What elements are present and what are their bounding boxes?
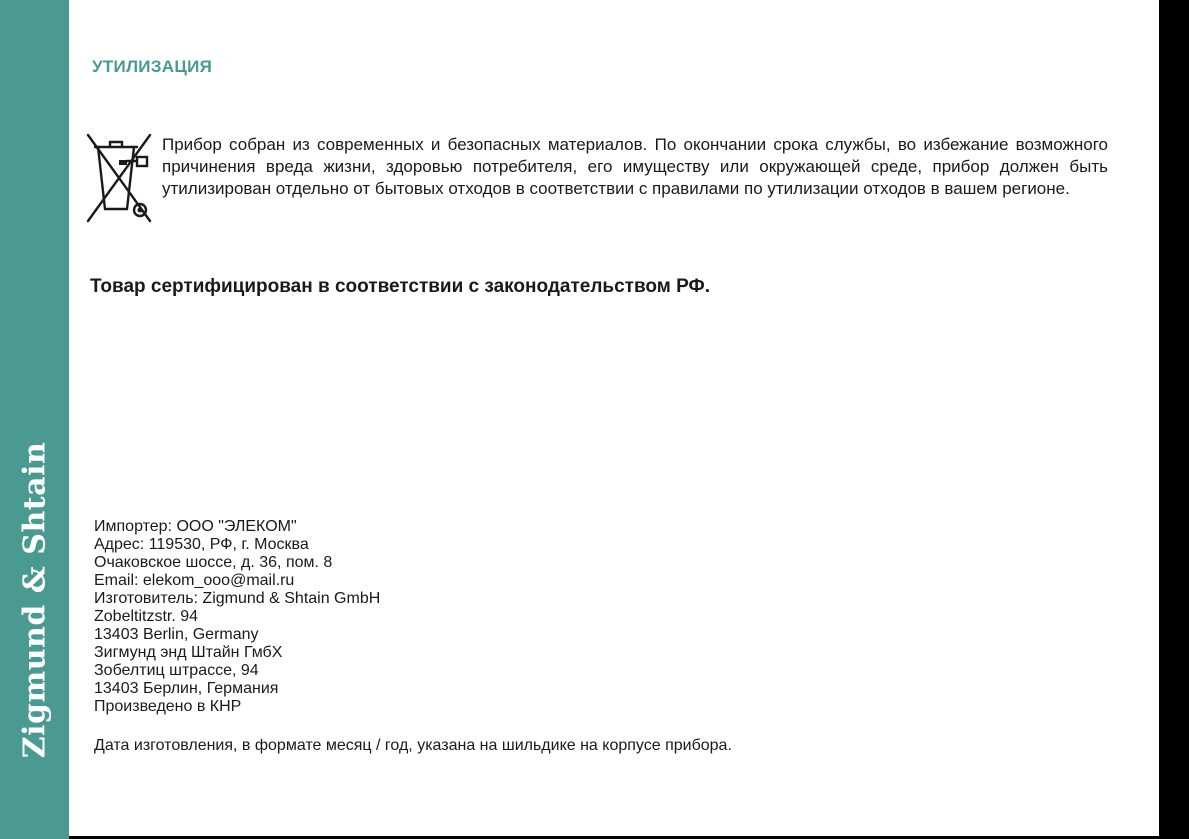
address-line: 13403 Берлин, Германия <box>94 680 279 697</box>
email-line: Email: elekom_ooo@mail.ru <box>94 572 295 589</box>
address-line: 13403 Berlin, Germany <box>94 626 259 643</box>
manufacture-date-note: Дата изготовления, в формате месяц / год, указана на шильдике на корпусе прибора. <box>94 737 732 754</box>
address-line: Зобелтиц штрассе, 94 <box>94 662 259 679</box>
right-edge-bar <box>1159 0 1189 839</box>
origin-line: Произведено в КНР <box>94 698 242 715</box>
importer-block <box>94 518 380 716</box>
disposal-text: Прибор собран из современных и безопасных материалов. По окончании срока службы, во избежание возможного причинения вреда жизни, здоровью потребителя, его имуществу или окружающей среде, прибор должен быть утилизирован отдельно от бытовых отходов в соответствии с правилами по утилизации отходов в вашем регионе. <box>162 135 1108 198</box>
brand-logo: Zigmund & Shtain <box>17 441 53 759</box>
manufacturer-line: Зигмунд энд Штайн ГмбХ <box>94 644 283 661</box>
importer-line: Импортер: ООО "ЭЛЕКОМ" <box>94 518 297 535</box>
address-line: Очаковское шоссе, д. 36, пом. 8 <box>94 554 333 571</box>
manufacturer-line: Изготовитель: Zigmund & Shtain GmbH <box>94 590 381 607</box>
crossed-bin-icon <box>86 133 154 225</box>
certification-note: Товар сертифицирован в соответствии с законодательством РФ. <box>90 276 711 297</box>
address-line: Адрес: 119530, РФ, г. Москва <box>94 536 309 553</box>
brand-sidebar <box>0 0 69 839</box>
address-line: Zobeltitzstr. 94 <box>94 608 199 625</box>
section-title: УТИЛИЗАЦИЯ <box>92 57 213 76</box>
